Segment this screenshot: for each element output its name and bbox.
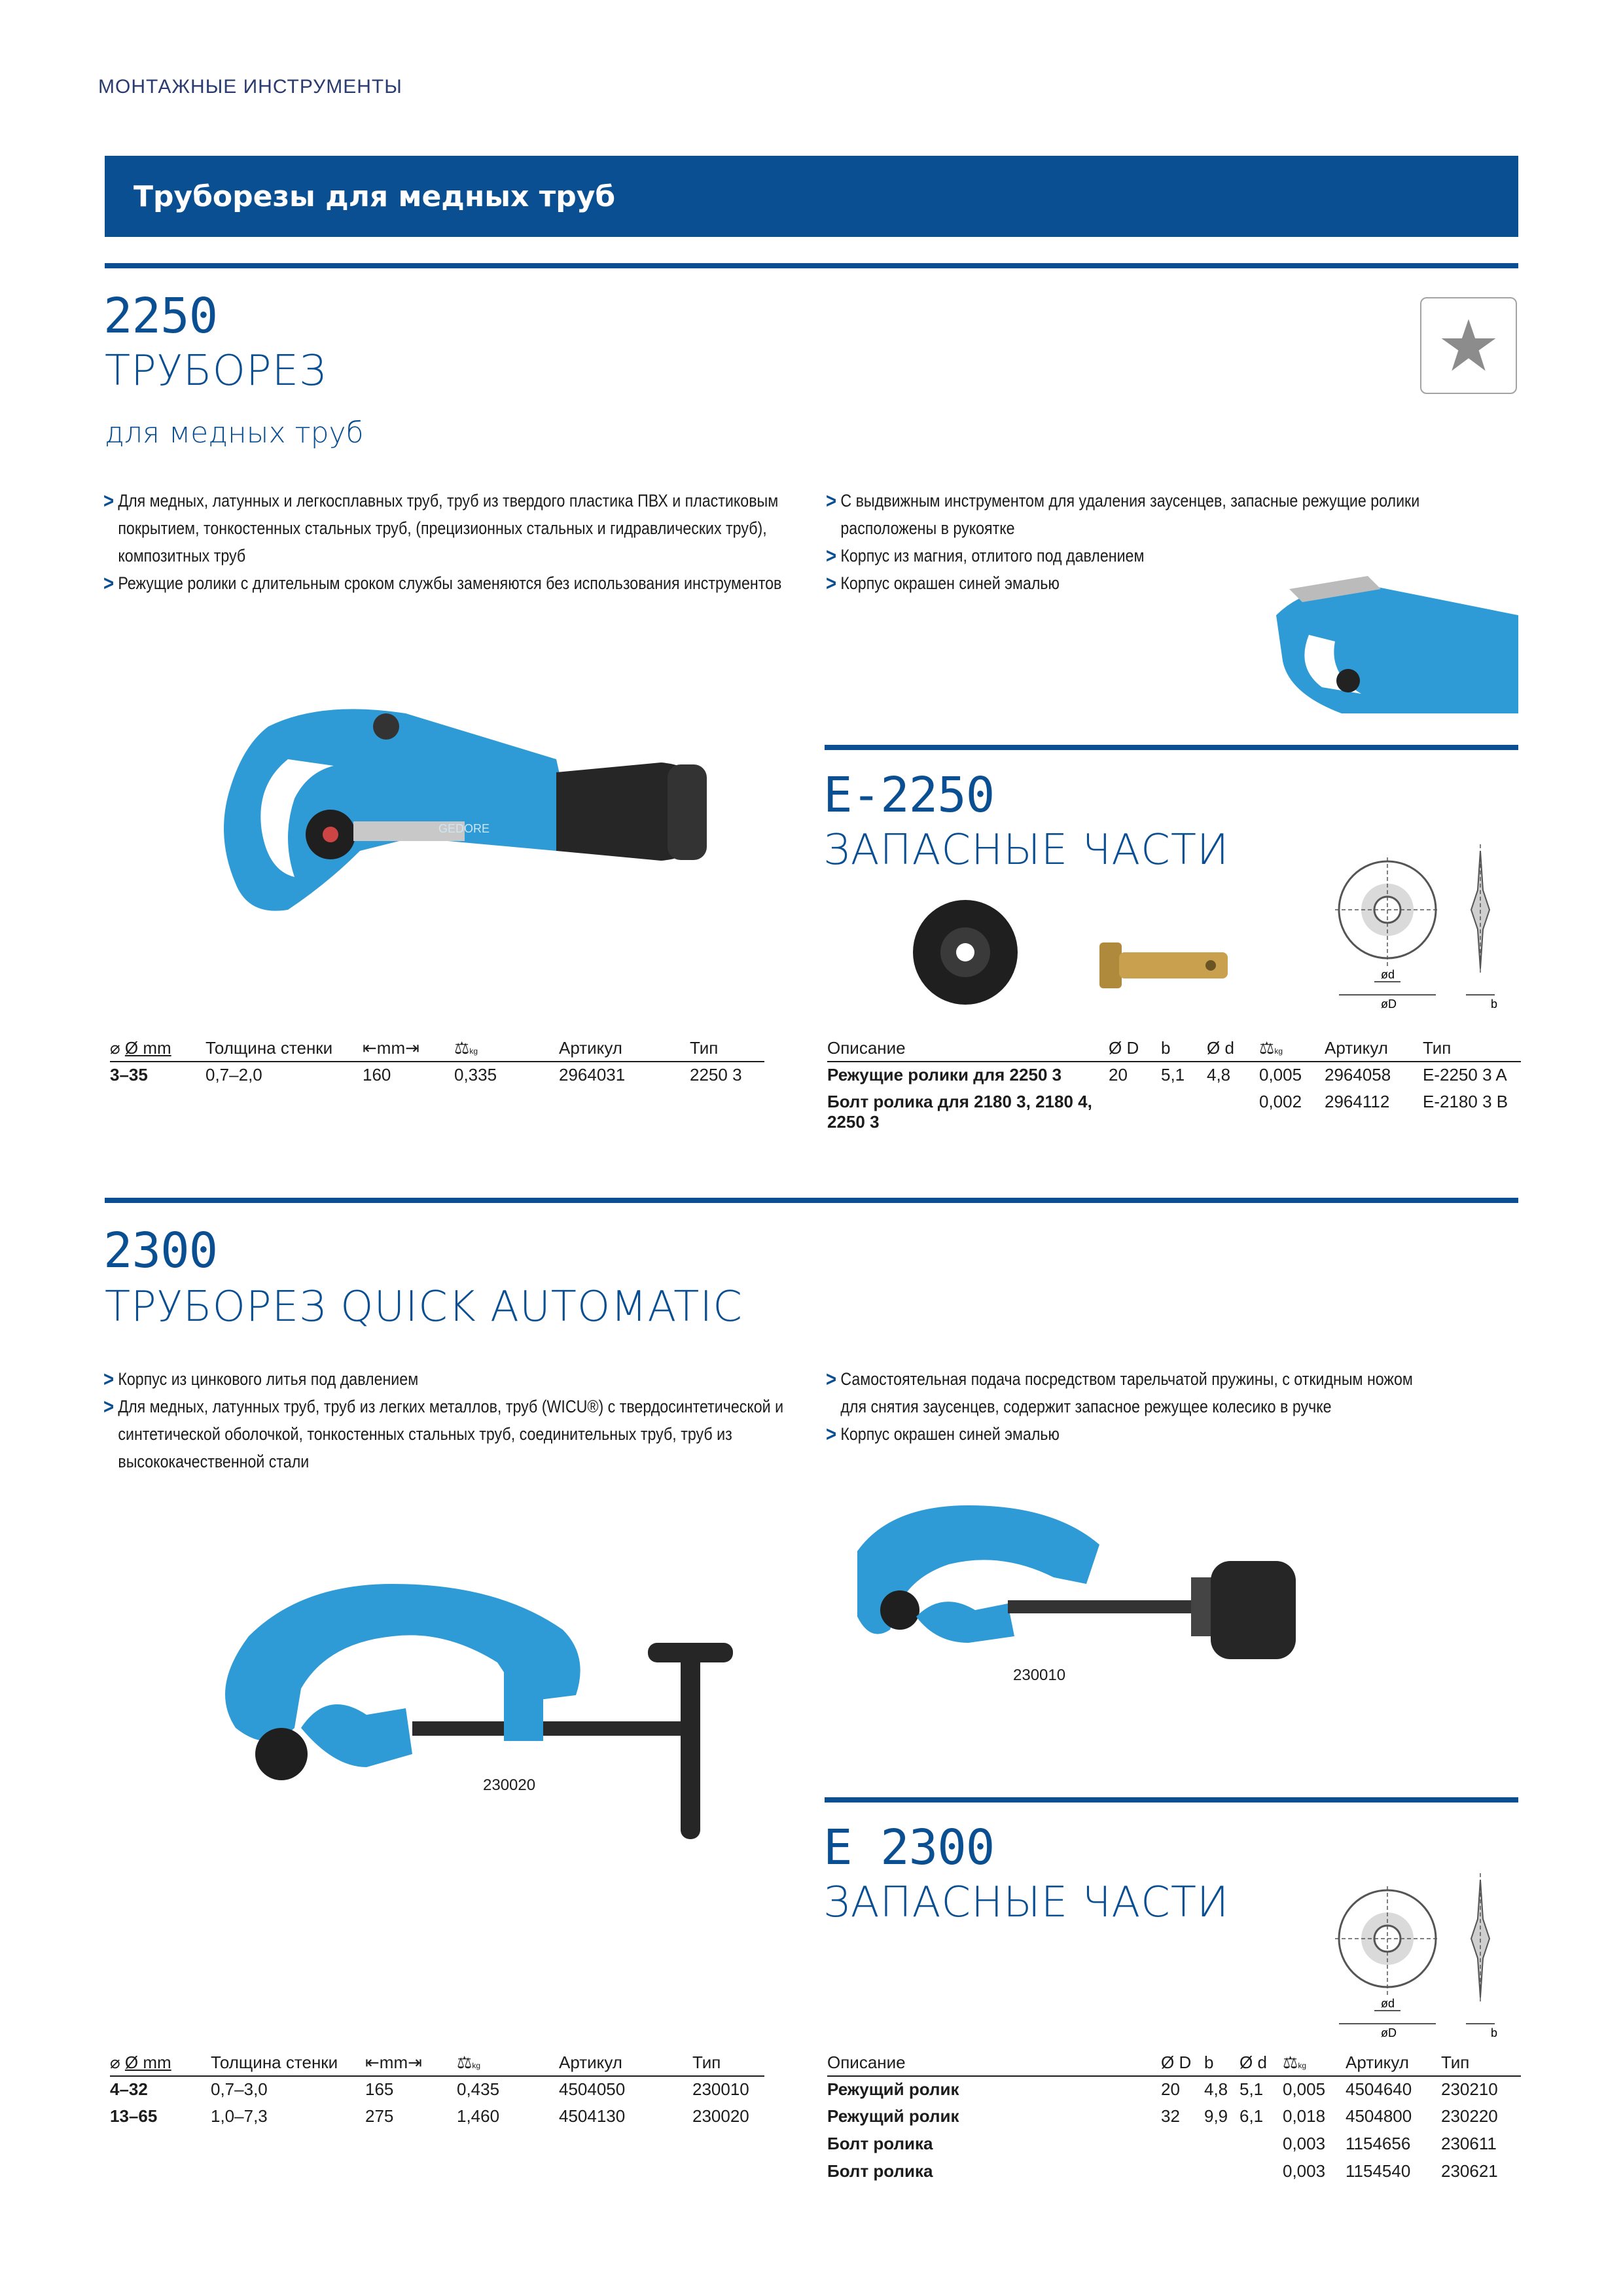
table-cell: 230611 xyxy=(1441,2134,1497,2153)
product-title: ТРУБОРЕЗ xyxy=(105,347,327,395)
table-cell: 1154656 xyxy=(1346,2134,1411,2153)
column-header: kg xyxy=(1298,2061,1306,2070)
column-header: Толщина стенки xyxy=(205,1033,363,1062)
table-cell: Режущий ролик xyxy=(827,2106,959,2126)
table-header-row: ⌀ Ø mm Толщина стенки ⇤mm⇥ ⚖kg Артикул Тип xyxy=(110,2047,764,2076)
table-header-row xyxy=(827,2047,1521,2076)
inner-diameter-label: ød xyxy=(1381,968,1395,981)
table-cell: 230220 xyxy=(1441,2106,1498,2126)
feature-item: > Корпус окрашен синей эмалью xyxy=(826,569,1439,597)
table-cell: 6,1 xyxy=(1240,2106,1264,2126)
section-divider xyxy=(825,745,1518,750)
table-cell xyxy=(1204,2159,1240,2186)
table-cell: 2964031 xyxy=(559,1065,626,1085)
column-header: mm xyxy=(379,2053,408,2072)
deburrer-detail-image xyxy=(1263,563,1518,713)
table-cell: Болт ролика xyxy=(827,2161,933,2181)
weight-icon: ⚖ xyxy=(454,1038,470,1058)
favorite-button[interactable] xyxy=(1420,297,1517,394)
product-subtitle: для медных труб xyxy=(105,416,364,450)
table-cell: 0,335 xyxy=(454,1065,497,1085)
section-divider xyxy=(825,1797,1518,1803)
table-cell: 0,7–3,0 xyxy=(211,2079,268,2099)
table-cell: 165 xyxy=(365,2079,394,2099)
spares-code: E-2250 xyxy=(823,767,995,823)
table-cell xyxy=(1161,2131,1204,2159)
table-cell: 0,018 xyxy=(1283,2106,1326,2126)
table-row xyxy=(827,2104,1521,2131)
table-cell: 9,9 xyxy=(1204,2106,1228,2126)
column-header: Артикул xyxy=(1346,2047,1441,2076)
column-header: Тип xyxy=(1423,1033,1521,1062)
category-banner: Труборезы для медных труб xyxy=(105,156,1518,237)
table-cell: 0,002 xyxy=(1259,1092,1302,1111)
column-header: kg xyxy=(1274,1047,1283,1056)
tube-cutter-230020-image xyxy=(196,1558,759,1859)
table-header-row xyxy=(827,1033,1521,1062)
table-cell: 4504050 xyxy=(559,2079,626,2099)
width-label: b xyxy=(1491,997,1498,1011)
column-header: Описание xyxy=(827,2047,1161,2076)
spares-spec-table xyxy=(827,1033,1521,1135)
feature-item: > Корпус из магния, отлитого под давлением xyxy=(826,542,1439,569)
product-title: ТРУБОРЕЗ QUICK AUTOMATIC xyxy=(105,1283,743,1331)
feature-list-left xyxy=(103,1365,807,1475)
column-header: Толщина стенки xyxy=(211,2047,365,2076)
table-row xyxy=(827,2131,1521,2159)
image-caption: 230010 xyxy=(1013,1666,1066,1684)
table-cell: 1,0–7,3 xyxy=(211,2106,268,2126)
tool-brand-text: GEDORE xyxy=(438,822,490,835)
product-code: 2300 xyxy=(103,1223,218,1279)
feature-item: > Корпус окрашен синей эмалью xyxy=(826,1420,1439,1448)
table-cell: 4,8 xyxy=(1207,1065,1231,1085)
table-cell: 0,435 xyxy=(457,2079,500,2099)
cutting-wheel-image xyxy=(910,897,1021,1008)
table-cell: 0,005 xyxy=(1283,2079,1326,2099)
table-cell: Режущий ролик xyxy=(827,2079,959,2099)
column-header: Артикул xyxy=(559,1033,690,1062)
table-cell: 230020 xyxy=(692,2106,749,2126)
column-header: Тип xyxy=(1441,2047,1521,2076)
table-cell xyxy=(1109,1089,1161,1135)
weight-icon: ⚖ xyxy=(1283,2053,1298,2072)
table-cell: 4,8 xyxy=(1204,2079,1228,2099)
feature-item: > Для медных, латунных труб, труб из легких металлов, труб (WICU®) с твердосинтетической и синтетической оболочкой, тонкостенных стальных труб, соединительных труб, труб из высококачественной стали xyxy=(103,1393,807,1475)
column-header: Описание xyxy=(827,1033,1109,1062)
table-cell: 20 xyxy=(1161,2079,1180,2099)
table-cell: 5,1 xyxy=(1240,2079,1264,2099)
table-cell xyxy=(1204,2131,1240,2159)
table-cell xyxy=(1161,2159,1204,2186)
table-cell: 160 xyxy=(363,1065,391,1085)
table-row xyxy=(827,1089,1521,1135)
table-cell: 275 xyxy=(365,2106,394,2126)
column-header: Тип xyxy=(692,2047,764,2076)
column-header: Ø D xyxy=(1109,1033,1161,1062)
table-cell: 4504800 xyxy=(1346,2106,1412,2126)
table-cell: 4–32 xyxy=(110,2079,148,2099)
table-cell: 230621 xyxy=(1441,2161,1498,2181)
product-code: 2250 xyxy=(103,288,218,344)
column-header: b xyxy=(1204,2047,1240,2076)
table-cell xyxy=(1240,2159,1283,2186)
product-spec-table xyxy=(110,1033,764,1089)
length-icon: ⇤ xyxy=(365,2053,380,2072)
table-row xyxy=(827,2076,1521,2104)
spares-title: ЗАПАСНЫЕ ЧАСТИ xyxy=(823,1878,1230,1927)
column-header: Артикул xyxy=(559,2047,692,2076)
table-cell: 230210 xyxy=(1441,2079,1498,2099)
spares-code: E 2300 xyxy=(823,1820,995,1876)
column-header: Ø d xyxy=(1240,2047,1283,2076)
column-header: Ø mm xyxy=(124,2053,171,2072)
table-header-row: ⌀ Ø mm Толщина стенки ⇤mm⇥ ⚖kg Артикул Тип xyxy=(110,1033,764,1062)
roller-bolt-image xyxy=(1099,936,1230,995)
table-row xyxy=(827,2159,1521,2186)
table-cell xyxy=(1161,1089,1207,1135)
section-label: МОНТАЖНЫЕ ИНСТРУМЕНТЫ xyxy=(98,76,402,98)
outer-diameter-label: øD xyxy=(1381,2026,1397,2039)
section-divider xyxy=(105,263,1518,268)
weight-icon: ⚖ xyxy=(1259,1038,1275,1058)
table-cell: 1,460 xyxy=(457,2106,500,2126)
feature-item: > Для медных, латунных и легкосплавных труб, труб из твердого пластика ПВХ и пластиковым покрытием, тонкостенных стальных труб, (прецизионных стальных и гидравлических труб), композитных труб xyxy=(103,487,807,569)
table-cell xyxy=(1207,1089,1259,1135)
tube-cutter-230010-image xyxy=(838,1486,1309,1689)
table-cell: 230010 xyxy=(692,2079,749,2099)
table-cell: 1154540 xyxy=(1346,2161,1411,2181)
table-cell: 2964058 xyxy=(1325,1065,1391,1085)
image-caption: 230020 xyxy=(483,1776,536,1794)
table-cell: 4504130 xyxy=(559,2106,626,2126)
table-cell: E-2180 3 B xyxy=(1423,1092,1508,1111)
table-cell: 4504640 xyxy=(1346,2079,1412,2099)
table-cell: 32 xyxy=(1161,2106,1180,2126)
table-cell: 3–35 xyxy=(110,1065,148,1085)
product-spec-table xyxy=(110,2047,764,2131)
table-cell: 13–65 xyxy=(110,2106,158,2126)
table-cell: 5,1 xyxy=(1161,1065,1185,1085)
table-row xyxy=(110,2104,764,2131)
column-header: Ø mm xyxy=(124,1038,171,1058)
column-header: Ø D xyxy=(1161,2047,1204,2076)
table-cell: 20 xyxy=(1109,1065,1128,1085)
table-cell: Режущие ролики для 2250 3 xyxy=(827,1065,1062,1085)
column-header: Тип xyxy=(690,1033,764,1062)
column-header: b xyxy=(1161,1033,1207,1062)
feature-list-left xyxy=(103,487,807,597)
weight-icon: ⚖ xyxy=(457,2053,473,2072)
table-cell: 0,7–2,0 xyxy=(205,1065,262,1085)
column-header: kg xyxy=(472,2061,480,2070)
feature-item: > Корпус из цинкового литья под давлением xyxy=(103,1365,807,1393)
feature-list-right xyxy=(826,1365,1439,1448)
wheel-dimension-diagram xyxy=(1335,1873,1518,2043)
feature-item: > Режущие ролики с длительным сроком службы заменяются без использования инструментов xyxy=(103,569,807,597)
table-cell: Болт ролика для 2180 3, 2180 4, 2250 3 xyxy=(827,1092,1092,1132)
tube-cutter-2250-image xyxy=(190,687,726,936)
width-label: b xyxy=(1491,2026,1498,2039)
table-cell xyxy=(1240,2131,1283,2159)
inner-diameter-label: ød xyxy=(1381,1997,1395,2010)
feature-item: > Самостоятельная подача посредством тарельчатой пружины, с откидным ножом для снятия заусенцев, содержит запасное режущее колесико в ручке xyxy=(826,1365,1439,1420)
table-cell: Болт ролика xyxy=(827,2134,933,2153)
section-divider xyxy=(105,1198,1518,1203)
star-icon xyxy=(1438,315,1499,376)
table-cell: 0,003 xyxy=(1283,2134,1326,2153)
column-header: mm xyxy=(376,1038,406,1058)
table-cell: 0,005 xyxy=(1259,1065,1302,1085)
table-cell: 2964112 xyxy=(1325,1092,1390,1111)
outer-diameter-label: øD xyxy=(1381,997,1397,1011)
spares-title: ЗАПАСНЫЕ ЧАСТИ xyxy=(823,826,1230,874)
diameter-icon: ⌀ xyxy=(110,1038,125,1058)
spares-spec-table xyxy=(827,2047,1521,2186)
table-row xyxy=(110,1062,764,1089)
column-header: Ø d xyxy=(1207,1033,1259,1062)
wheel-dimension-diagram xyxy=(1335,844,1518,1014)
column-header: Артикул xyxy=(1325,1033,1423,1062)
table-row xyxy=(110,2076,764,2104)
table-row xyxy=(827,1062,1521,1089)
table-cell: 0,003 xyxy=(1283,2161,1326,2181)
feature-item: > С выдвижным инструментом для удаления заусенцев, запасные режущие ролики расположены в рукоятке xyxy=(826,487,1439,542)
column-header: kg xyxy=(469,1047,478,1056)
table-cell: 2250 3 xyxy=(690,1065,742,1085)
length-icon: ⇤ xyxy=(363,1038,377,1058)
diameter-icon: ⌀ xyxy=(110,2053,125,2072)
table-cell: E-2250 3 A xyxy=(1423,1065,1507,1085)
